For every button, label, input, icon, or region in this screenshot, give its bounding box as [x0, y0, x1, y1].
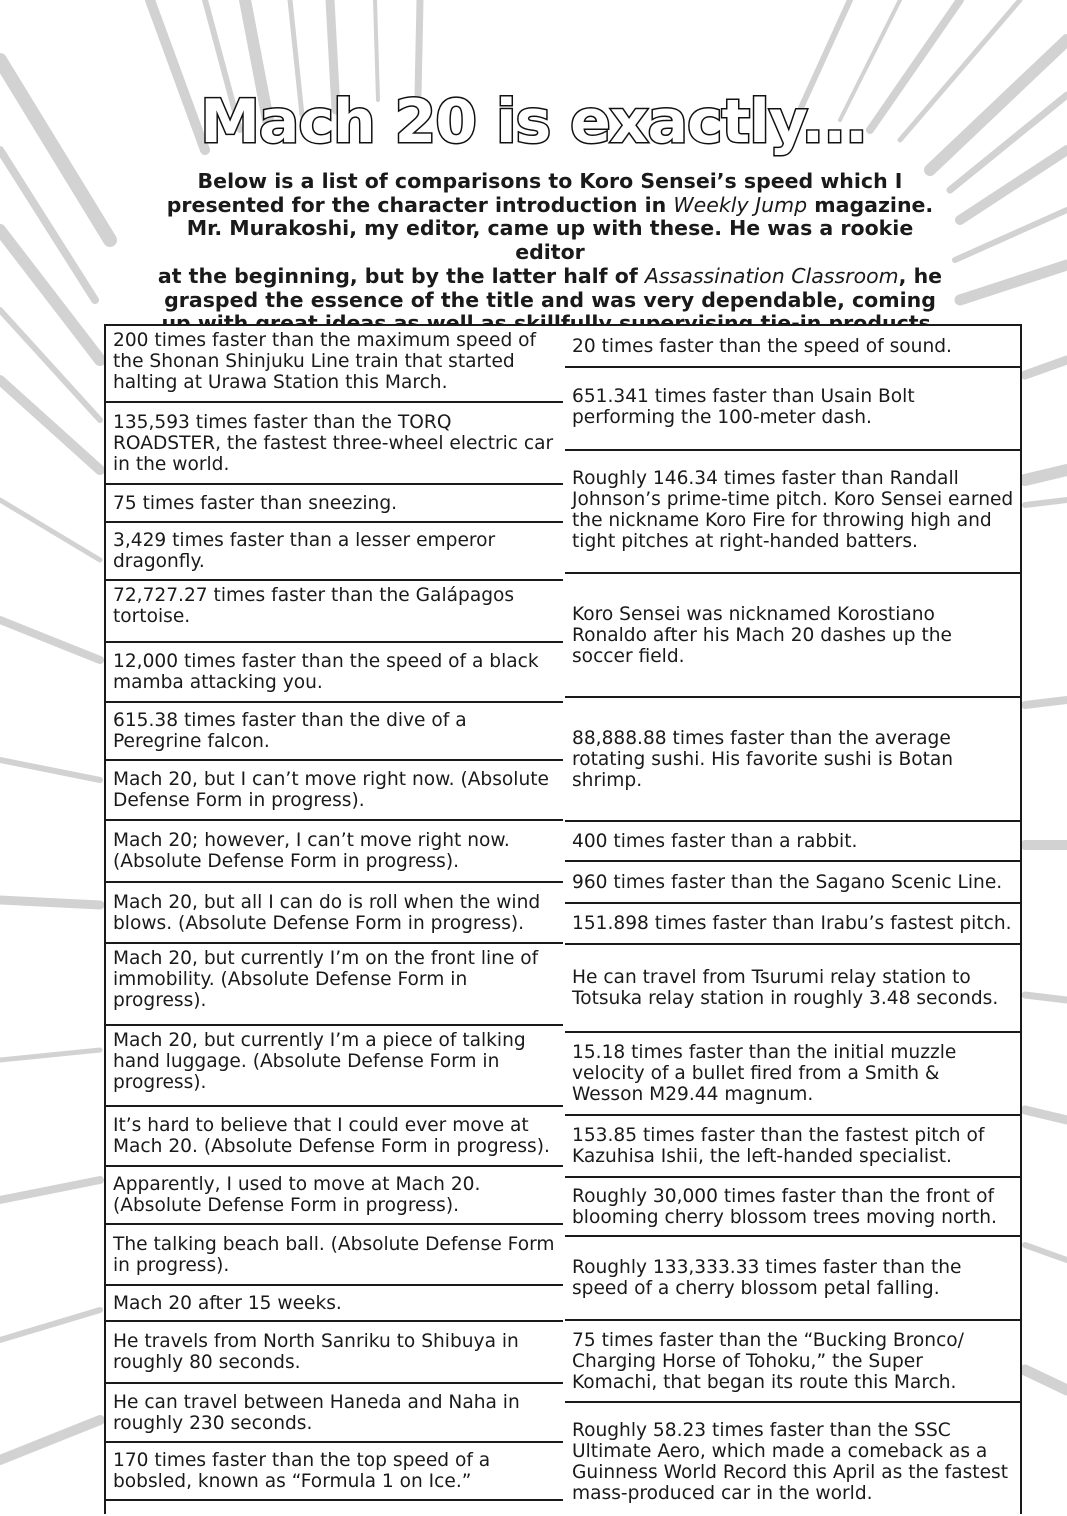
comparison-cell: Roughly 146.34 times faster than Randall Johnson’s prime-time pitch. Koro Sensei earned the nickname Koro Fire for throwing high and tight pitches at right-handed batters. — [565, 451, 1020, 574]
comparison-cell: Roughly 133,333.33 times faster than the speed of a cherry blossom petal falling. — [565, 1237, 1020, 1321]
intro-line: grasped the essence of the title and was very dependable, coming — [164, 287, 936, 312]
comparison-cell: Mach 20, but currently I’m a piece of talking hand luggage. (Absolute Defense Form in progress). — [106, 1026, 563, 1107]
comparison-cell: 153.85 times faster than the fastest pitch of Kazuhisa Ishii, the left-handed specialist. — [565, 1116, 1020, 1178]
comparison-cell: 615.38 times faster than the dive of a Peregrine falcon. — [106, 703, 563, 761]
comparison-cell: Roughly 30,000 times faster than the front of blooming cherry blossom trees moving north. — [565, 1178, 1020, 1237]
comparison-cell: It’s hard to believe that I could ever move at Mach 20. (Absolute Defense Form in progress). — [106, 1107, 563, 1167]
comparison-cell: Apparently, I used to move at Mach 20. (Absolute Defense Form in progress). — [106, 1167, 563, 1225]
comparison-cell: Mach 20, but I can’t move right now. (Absolute Defense Form in progress). — [106, 761, 563, 821]
comparison-cell: 400 times faster than a rabbit. — [565, 822, 1020, 862]
intro-line: presented for the character introduction in Weekly Jump magazine. — [166, 192, 934, 217]
comparison-cell: 72,727.27 times faster than the Galápagos tortoise. — [106, 581, 563, 643]
magazine-title: Weekly Jump — [673, 192, 808, 217]
intro-line: at the beginning, but by the latter half of Assassination Classroom, he — [157, 263, 943, 288]
comparison-cell: 651.341 times faster than Usain Bolt performing the 100-meter dash. — [565, 368, 1020, 451]
intro-line: Mr. Murakoshi, my editor, came up with these. He was a rookie editor — [186, 216, 914, 265]
comparison-cell: 20 times faster than the speed of sound. — [565, 326, 1020, 368]
comparison-table — [104, 324, 1022, 1514]
comparison-cell: 12,000 times faster than the speed of a black mamba attacking you. — [106, 643, 563, 703]
comparison-cell: 135,593 times faster than the TORQ ROADSTER, the fastest three-wheel electric car in the world. — [106, 403, 563, 485]
comparison-cell: 15.18 times faster than the initial muzzle velocity of a bullet fired from a Smith & Wesson M29.44 magnum. — [565, 1033, 1020, 1116]
comparison-cell: The talking beach ball. (Absolute Defense Form in progress). — [106, 1225, 563, 1286]
comparison-cell: He travels from North Sanriku to Shibuya in roughly 80 seconds. — [106, 1322, 563, 1384]
comparison-cell: 75 times faster than sneezing. — [106, 485, 563, 523]
comparison-cell: Mach 20; however, I can’t move right now. (Absolute Defense Form in progress). — [106, 821, 563, 883]
comparison-cell: 200 times faster than the maximum speed of the Shonan Shinjuku Line train that started halting at Urawa Station this March. — [106, 326, 563, 403]
comparison-cell: Koro Sensei was nicknamed Korostiano Ronaldo after his Mach 20 dashes up the soccer field. — [565, 574, 1020, 698]
comparison-cell: 3,429 times faster than a lesser emperor dragonfly. — [106, 523, 563, 581]
comparison-cell: Mach 20 after 15 weeks. — [106, 1286, 563, 1322]
intro-paragraph — [150, 170, 950, 336]
comparison-cell: Mach 20, but all I can do is roll when the wind blows. (Absolute Defense Form in progress). — [106, 883, 563, 944]
comparison-cell: He can travel between Haneda and Naha in roughly 230 seconds. — [106, 1384, 563, 1443]
intro-line: Below is a list of comparisons to Koro Sensei’s speed which I — [197, 169, 903, 193]
comparison-cell: 75 times faster than the “Bucking Bronco/ Charging Horse of Tohoku,” the Super Komachi, that began its route this March. — [565, 1321, 1020, 1403]
comparison-cell: 151.898 times faster than Irabu’s fastest pitch. — [565, 904, 1020, 945]
comparison-cell: Roughly 58.23 times faster than the SSC Ultimate Aero, which made a comeback as a Guinness World Record this April as the fastest mass-produced car in the world. — [572, 1420, 1008, 1504]
comparison-cell: Mach 20, but currently I’m on the front line of immobility. (Absolute Defense Form in progress). — [106, 944, 563, 1026]
comparison-cell: 960 times faster than the Sagano Scenic Line. — [565, 862, 1020, 904]
comparison-cell: 88,888.88 times faster than the average rotating sushi. His favorite sushi is Botan shrimp. — [565, 698, 1020, 822]
series-title: Assassination Classroom — [644, 263, 899, 288]
comparison-cell: 170 times faster than the top speed of a bobsled, known as “Formula 1 on Ice.” — [106, 1443, 563, 1501]
comparison-cell: He can travel from Tsurumi relay station to Totsuka relay station in roughly 3.48 seconds. — [565, 945, 1020, 1033]
page-title: Mach 20 is exactly... — [200, 87, 867, 157]
